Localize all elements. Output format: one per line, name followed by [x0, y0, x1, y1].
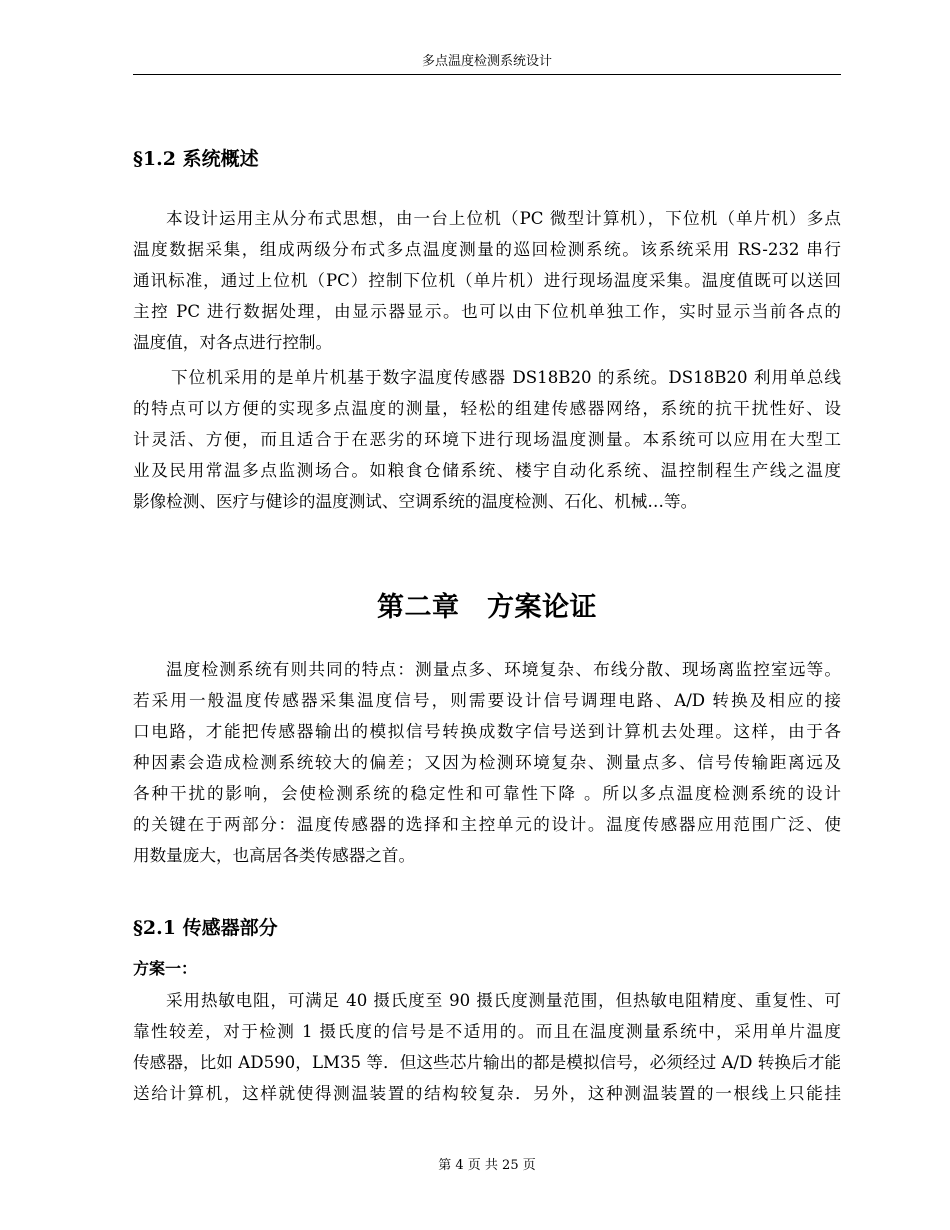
- paragraph-line: 业及民用常温多点监测场合。如粮食仓储系统、楼宇自动化系统、温控制程生产线之温度: [133, 461, 841, 480]
- section-heading-1-2: §1.2 系统概述: [133, 148, 259, 170]
- paragraph-line: 靠性较差，对于检测 1 摄氏度的信号是不适用的。而且在温度测量系统中，采用单片温度: [133, 1022, 841, 1041]
- paragraph-line: 温度检测系统有则共同的特点：测量点多、环境复杂、布线分散、现场离监控室远等。: [166, 660, 841, 679]
- paragraph-option-one: [133, 985, 841, 1109]
- paragraph-line: 若采用一般温度传感器采集温度信号，则需要设计信号调理电路、A/D 转换及相应的接: [133, 691, 841, 710]
- paragraph-line: 的特点可以方便的实现多点温度的测量，轻松的组建传感器网络，系统的抗干扰性好、设: [133, 399, 841, 418]
- paragraph-lower-computer: [133, 362, 841, 517]
- page-footer: 第 4 页 共 25 页: [438, 1158, 536, 1173]
- paragraph-line: 采用热敏电阻，可满足 40 摄氏度至 90 摄氏度测量范围，但热敏电阻精度、重复性、可: [166, 991, 841, 1010]
- paragraph-line: 温度值，对各点进行控制。: [133, 333, 333, 352]
- paragraph-line: 计灵活、方便，而且适合于在恶劣的环境下进行现场温度测量。本系统可以应用在大型工: [133, 430, 841, 449]
- section-heading-2-1: §2.1 传感器部分: [133, 917, 278, 939]
- paragraph-line: 温度数据采集，组成两级分布式多点温度测量的巡回检测系统。该系统采用 RS-232 串行: [133, 240, 841, 259]
- paragraph-line: 主控 PC 进行数据处理，由显示器显示。也可以由下位机单独工作，实时显示当前各点的: [133, 302, 841, 321]
- chapter-title: 第二章 方案论证: [377, 592, 597, 623]
- paragraph-line: 影像检测、医疗与健诊的温度测试、空调系统的温度检测、石化、机械…等。: [133, 492, 698, 511]
- paragraph-line: 本设计运用主从分布式思想，由一台上位机（PC 微型计算机），下位机（单片机）多点: [166, 209, 841, 228]
- option-label: 方案一：: [133, 959, 198, 978]
- paragraph-line: 口电路，才能把传感器输出的模拟信号转换成数字信号送到计算机去处理。这样，由于各: [133, 722, 841, 741]
- paragraph-system-overview: [133, 203, 841, 358]
- paragraph-chapter-intro: [133, 654, 841, 871]
- paragraph-line: 传感器，比如 AD590，LM35 等．但这些芯片输出的都是模拟信号，必须经过 A/D 转换后才能: [133, 1053, 841, 1072]
- paragraph-line: 种因素会造成检测系统较大的偏差；又因为检测环境复杂、测量点多、信号传输距离远及: [133, 753, 841, 772]
- paragraph-line: 通讯标准，通过上位机（PC）控制下位机（单片机）进行现场温度采集。温度值既可以送回: [133, 271, 841, 290]
- paragraph-line: 用数量庞大，也高居各类传感器之首。: [133, 846, 416, 865]
- paragraph-line: 的关键在于两部分：温度传感器的选择和主控单元的设计。温度传感器应用范围广泛、使: [133, 815, 841, 834]
- paragraph-line: 各种干扰的影响，会使检测系统的稳定性和可靠性下降 。所以多点温度检测系统的设计: [133, 784, 841, 803]
- paragraph-line: 下位机采用的是单片机基于数字温度传感器 DS18B20 的系统。DS18B20 利用单总线: [171, 368, 841, 387]
- page-header: 多点温度检测系统设计: [421, 54, 552, 69]
- paragraph-line: 送给计算机，这样就使得测温装置的结构较复杂．另外，这种测温装置的一根线上只能挂: [133, 1084, 841, 1103]
- header-divider: [133, 74, 841, 75]
